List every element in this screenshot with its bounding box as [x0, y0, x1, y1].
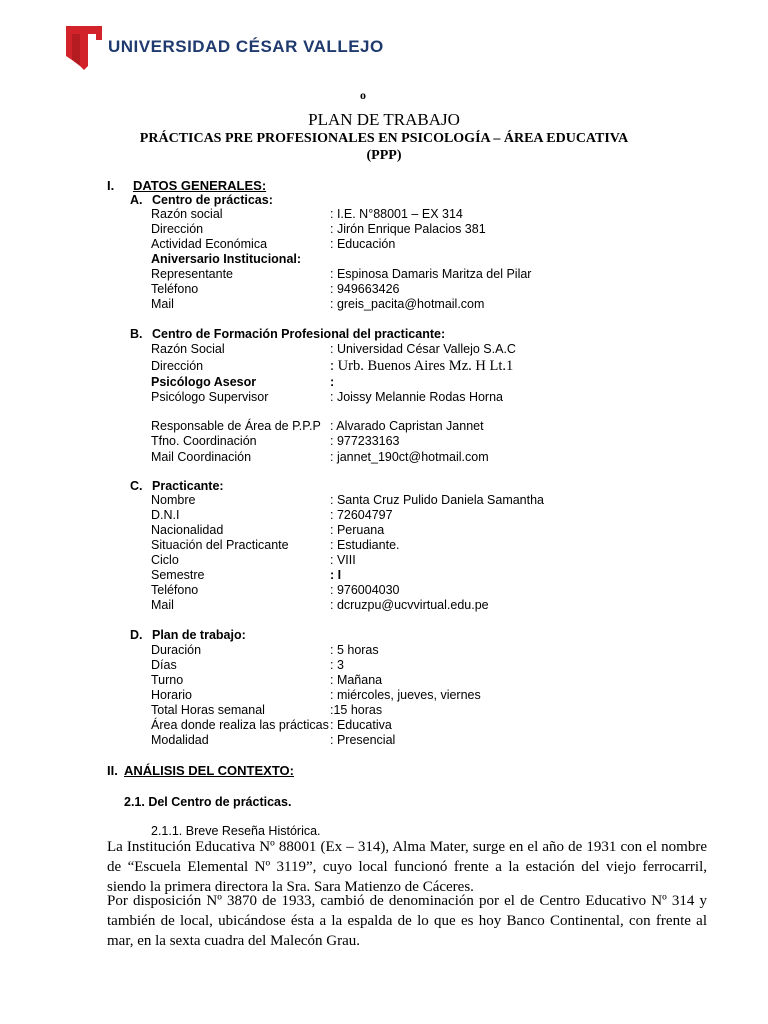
field-row [151, 688, 192, 704]
field-row [151, 342, 225, 358]
field-label: Teléfono [151, 583, 199, 597]
field-row [151, 359, 203, 375]
field-row [151, 703, 265, 719]
field-row [151, 553, 179, 569]
field-label: Teléfono [151, 282, 199, 296]
field-label: Responsable de Área de P.P.P [151, 419, 321, 433]
field-value: : I.E. N°88001 – EX 314 [330, 207, 463, 221]
header [0, 0, 768, 80]
field-row [151, 508, 179, 524]
document-subtitle-ppp: (PPP) [366, 148, 402, 163]
field-value: : 949663426 [330, 282, 400, 296]
field-label: Representante [151, 267, 234, 281]
field-value: : Estudiante. [330, 538, 400, 552]
field-row [151, 375, 256, 391]
field-label: Nacionalidad [151, 523, 224, 537]
field-row [151, 207, 223, 223]
field-value: : 977233163 [330, 434, 400, 448]
field-label: Nombre [151, 493, 196, 507]
subsection-c-title: Practicante: [152, 479, 224, 493]
field-row [151, 237, 267, 253]
field-row [151, 252, 301, 268]
field-row [151, 598, 174, 614]
field-value: : Mañana [330, 673, 383, 687]
field-label: Duración [151, 643, 202, 657]
field-value: : Alvarado Capristan Jannet [330, 419, 484, 433]
subsection-2-1: 2.1. Del Centro de prácticas. [124, 795, 292, 809]
field-row [151, 733, 209, 749]
field-label: Mail [151, 598, 174, 612]
field-label: Modalidad [151, 733, 209, 747]
subsection-b-title: Centro de Formación Profesional del practicante: [152, 327, 446, 341]
field-value: : dcruzpu@ucvvirtual.edu.pe [330, 598, 489, 612]
field-value: : Presencial [330, 733, 396, 747]
document-title: PLAN DE TRABAJO [308, 110, 460, 129]
field-row [151, 523, 223, 539]
field-row [151, 434, 257, 450]
field-value: : greis_pacita@hotmail.com [330, 297, 485, 311]
field-value: : Universidad César Vallejo S.A.C [330, 342, 516, 356]
field-label: Actividad Económica [151, 237, 268, 251]
university-logo-icon [66, 26, 102, 70]
field-row [151, 673, 183, 689]
field-value: :15 horas [330, 703, 383, 717]
field-row [151, 718, 329, 734]
section-2-title: ANÁLISIS DEL CONTEXTO: [124, 763, 294, 778]
field-value: : Santa Cruz Pulido Daniela Samantha [330, 493, 545, 507]
subsection-d-letter: D. [130, 628, 143, 642]
field-row [151, 450, 251, 466]
field-row [151, 658, 177, 674]
field-label: Semestre [151, 568, 205, 582]
section-1-number: I. [107, 178, 115, 193]
field-row [151, 222, 203, 238]
field-label: Dirección [151, 359, 204, 373]
field-label: Mail [151, 297, 174, 311]
field-label: Ciclo [151, 553, 179, 567]
field-row [151, 267, 233, 283]
field-row [151, 419, 321, 435]
field-label: Días [151, 658, 177, 672]
field-row [151, 390, 268, 406]
field-value: : 3 [330, 658, 344, 672]
subsection-2-1-1: 2.1.1. Breve Reseña Histórica. [151, 824, 321, 838]
field-label: Situación del Practicante [151, 538, 289, 552]
field-label: Mail Coordinación [151, 450, 252, 464]
section-2-number: II. [107, 763, 118, 778]
small-mark: o [360, 88, 366, 102]
field-label: Psicólogo Supervisor [151, 390, 269, 404]
field-label: Aniversario Institucional: [151, 252, 302, 266]
field-value: : 5 horas [330, 643, 379, 657]
subsection-d-title: Plan de trabajo: [152, 628, 246, 642]
field-value: : Espinosa Damaris Maritza del Pilar [330, 267, 532, 281]
field-label: Tfno. Coordinación [151, 434, 257, 448]
field-row [151, 568, 205, 584]
field-value: : 72604797 [330, 508, 393, 522]
field-value: : I [330, 568, 342, 582]
field-label: Total Horas semanal [151, 703, 265, 717]
field-value: : Educación [330, 237, 396, 251]
field-value: : miércoles, jueves, viernes [330, 688, 481, 702]
subsection-b-letter: B. [130, 327, 143, 341]
field-value: : Jirón Enrique Palacios 381 [330, 222, 486, 236]
field-value: : 976004030 [330, 583, 400, 597]
field-row [151, 493, 195, 509]
subsection-c-letter: C. [130, 479, 143, 493]
field-row [151, 643, 201, 659]
field-row [151, 282, 198, 298]
field-value: : jannet_190ct@hotmail.com [330, 450, 489, 464]
field-label: Turno [151, 673, 184, 687]
field-value: : Peruana [330, 523, 385, 537]
field-label: Dirección [151, 222, 204, 236]
field-label: Psicólogo Asesor [151, 375, 257, 389]
field-label: Razón Social [151, 342, 225, 356]
field-value: : Urb. Buenos Aires Mz. H Lt.1 [330, 358, 514, 374]
section-1-title: DATOS GENERALES: [133, 178, 267, 193]
paragraph-1: La Institución Educativa Nº 88001 (Ex – 314), Alma Mater, surge en el año de 1931 con el nombre de “Escuela Elemental Nº 3119”, cuyo local funcionó frente a la estación del viejo ferrocarril, siendo la primera directora la Sra. Sara Matienzo de Cáceres. [107, 839, 707, 895]
university-name: UNIVERSIDAD CÉSAR VALLEJO [108, 37, 384, 56]
field-row [151, 297, 174, 313]
field-row [151, 583, 198, 599]
field-label: Horario [151, 688, 192, 702]
field-value: : VIII [330, 553, 356, 567]
document-subtitle: PRÁCTICAS PRE PROFESIONALES EN PSICOLOGÍA – ÁREA EDUCATIVA [139, 131, 629, 146]
field-label: Razón social [151, 207, 223, 221]
subsection-a-letter: A. [130, 193, 143, 207]
field-value: : Joissy Melannie Rodas Horna [330, 390, 503, 404]
field-row [151, 538, 289, 554]
field-label: D.N.I [151, 508, 180, 522]
field-value: : [330, 375, 335, 389]
field-label: Área donde realiza las prácticas [151, 718, 329, 732]
field-value: : Educativa [330, 718, 392, 732]
paragraph-2: Por disposición Nº 3870 de 1933, cambió de denominación por el de Centro Educativo Nº 314 y también de local, ubicándose ésta a la espalda de lo que es hoy Banco Continental, con frente al mar, en la sexta cuadra del Malecón Grau. [107, 893, 707, 949]
subsection-a-title: Centro de prácticas: [152, 193, 273, 207]
